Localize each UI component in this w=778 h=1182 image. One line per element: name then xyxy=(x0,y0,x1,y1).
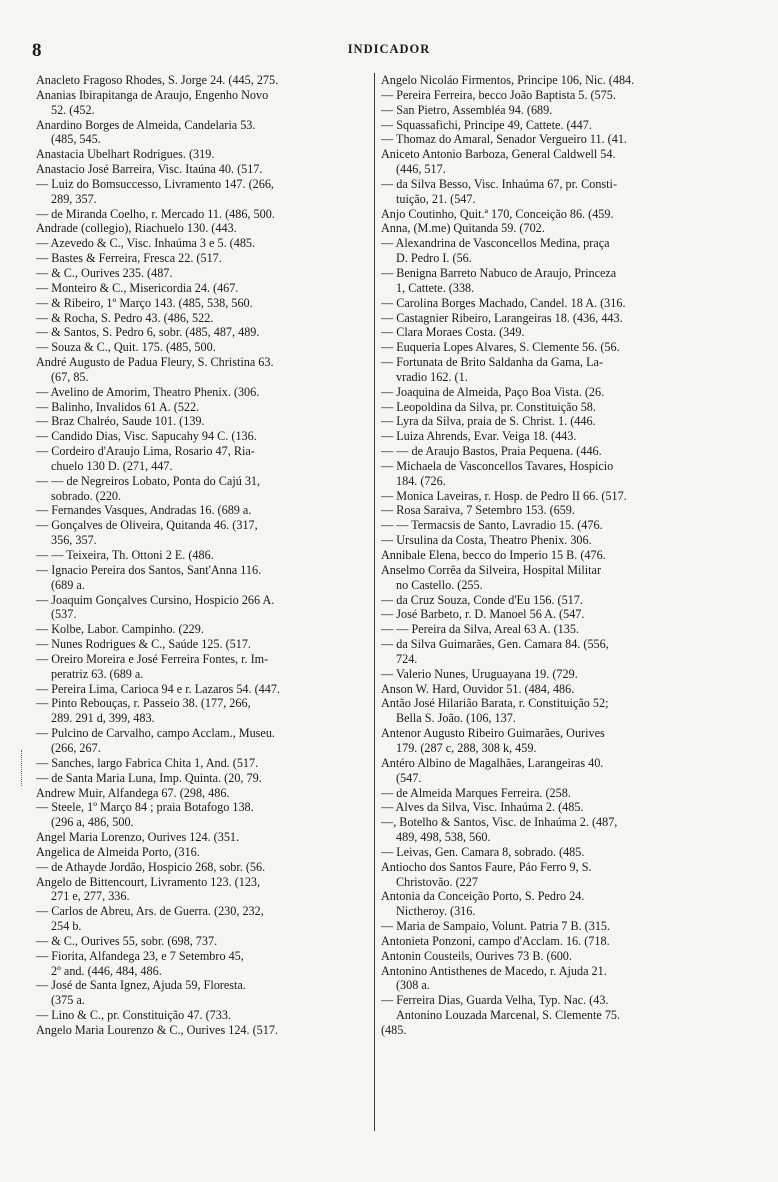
column-divider xyxy=(374,73,375,1131)
left-column xyxy=(36,73,370,1038)
directory-entry: — da Silva Besso, Visc. Inhaúma 67, pr. Consti- xyxy=(381,176,618,191)
entry-continuation: 1, Cattete. (338. xyxy=(396,280,475,295)
directory-entry: — de Almeida Marques Ferreira. (258. xyxy=(381,785,571,800)
directory-entry: — José de Santa Ignez, Ajuda 59, Floresta. xyxy=(36,978,246,993)
entry-continuation: Christovão. (227 xyxy=(396,874,478,889)
directory-entry: — Thomaz do Amaral, Senador Vergueiro 11. (41. xyxy=(381,132,627,147)
entry-continuation: no Castello. (255. xyxy=(396,577,483,592)
directory-entry: — San Pietro, Assembléa 94. (689. xyxy=(381,102,553,117)
directory-entry: — Bastes & Ferreira, Fresca 22. (517. xyxy=(36,251,222,266)
directory-entry: — Squassafichi, Principe 49, Cattete. (447. xyxy=(381,117,592,132)
directory-entry: — de Santa Maria Luna, Imp. Quinta. (20, 79. xyxy=(36,770,262,785)
directory-entry: — & Rocha, S. Pedro 43. (486, 522. xyxy=(36,310,214,325)
directory-entry: — — Pereira da Silva, Areal 63 A. (135. xyxy=(381,622,580,637)
directory-entry: — Lyra da Silva, praia de S. Christ. 1. (446. xyxy=(381,414,596,429)
directory-entry: — Carolina Borges Machado, Candel. 18 A. (316. xyxy=(381,295,626,310)
directory-entry: — Braz Chalréo, Saude 101. (139. xyxy=(36,414,205,429)
directory-entry: Antão José Hilarião Barata, r. Constituição 52; xyxy=(381,696,609,711)
directory-entry: — Nunes Rodrigues & C., Saúde 125. (517. xyxy=(36,637,251,652)
directory-entry: — Pereira Ferreira, becco João Baptista 5. (575. xyxy=(381,87,616,102)
directory-entry: — — de Araujo Bastos, Praia Pequena. (446. xyxy=(381,444,602,459)
page-header xyxy=(0,40,778,62)
directory-entry: Aniceto Antonio Barboza, General Caldwell 54. xyxy=(381,147,616,162)
page-number: 8 xyxy=(32,40,42,61)
directory-entry: Angelo de Bittencourt, Livramento 123. (123, xyxy=(36,874,261,889)
entry-continuation: Bella S. João. (106, 137. xyxy=(396,711,516,726)
directory-entry: — Leivas, Gen. Camara 8, sobrado. (485. xyxy=(381,844,585,859)
directory-entry: — Euqueria Lopes Alvares, S. Clemente 56. (56. xyxy=(381,340,620,355)
entry-continuation: 254 b. xyxy=(51,919,82,934)
directory-entry: Antenor Augusto Ribeiro Guimarães, Ourives xyxy=(381,726,605,741)
directory-entry: — Sanches, largo Fabrica Chita 1, And. (517. xyxy=(36,755,259,770)
entry-continuation: (547. xyxy=(396,770,422,785)
directory-entry: Antonia da Conceição Porto, S. Pedro 24. xyxy=(381,889,585,904)
directory-entry: — Pulcino de Carvalho, campo Acclam., Museu. xyxy=(36,726,275,741)
directory-entry: — Balinho, Invalidos 61 A. (522. xyxy=(36,399,200,414)
entry-continuation: peratriz 63. (689 a. xyxy=(51,666,144,681)
directory-entry: — José Barbeto, r. D. Manoel 56 A. (547. xyxy=(381,607,585,622)
directory-entry: Anjo Coutinho, Quit.ª 170, Conceição 86. (459. xyxy=(381,206,614,221)
directory-entry: — Ferreira Dias, Guarda Velha, Typ. Nac. (43. xyxy=(381,993,609,1008)
entry-continuation: 52. (452. xyxy=(51,102,95,117)
directory-entry: — Luiz do Bomsuccesso, Livramento 147. (266, xyxy=(36,176,274,191)
directory-entry: Anacleto Fragoso Rhodes, S. Jorge 24. (445, 275. xyxy=(36,73,279,87)
directory-entry: — Rosa Saraiva, 7 Setembro 153. (659. xyxy=(381,503,575,518)
entry-continuation: Nictheroy. (316. xyxy=(396,904,476,919)
directory-entry: Anastacia Ubelhart Rodrigues. (319. xyxy=(36,147,215,162)
directory-entry: — & Ribeiro, 1º Março 143. (485, 538, 560. xyxy=(36,295,253,310)
directory-entry: Anastacio José Barreira, Visc. Itaúna 40. (517. xyxy=(36,162,263,177)
directory-entry: — Kolbe, Labor. Campinho. (229. xyxy=(36,622,204,637)
directory-entry: — Avelino de Amorim, Theatro Phenix. (306. xyxy=(36,384,260,399)
entry-continuation: (67, 85. xyxy=(51,369,89,384)
directory-entry: Angelo Nicoláo Firmentos, Principe 106, Nic. (484. xyxy=(381,73,635,87)
directory-entry: — Ignacio Pereira dos Santos, Sant'Anna 116. xyxy=(36,562,262,577)
entry-continuation: 271 e, 277, 336. xyxy=(51,889,130,904)
directory-entry: Antonino Antisthenes de Macedo, r. Ajuda 21. xyxy=(381,963,607,978)
entry-continuation: 724. xyxy=(396,651,418,666)
directory-entry: —, Botelho & Santos, Visc. de Inhaúma 2. (487, xyxy=(381,815,618,830)
directory-entry: — de Miranda Coelho, r. Mercado 11. (486, 500. xyxy=(36,206,275,221)
directory-entry: Andrade (collegio), Riachuelo 130. (443. xyxy=(36,221,237,236)
directory-entry: Angelo Maria Lourenzo & C., Ourives 124. (517. xyxy=(36,1023,279,1037)
entry-continuation: (485, 545. xyxy=(51,132,101,147)
directory-entry: — Pereira Lima, Carioca 94 e r. Lazaros 54. (447. xyxy=(36,681,280,696)
directory-entry: — Candido Dias, Visc. Sapucahy 94 C. (136. xyxy=(36,429,257,444)
directory-entry: Angelica de Almeida Porto, (316. xyxy=(36,844,200,859)
directory-entry: — — Teixeira, Th. Ottoni 2 E. (486. xyxy=(36,548,214,562)
directory-entry: — Alves da Silva, Visc. Inhaúma 2. (485. xyxy=(381,800,584,815)
directory-entry: — Fernandes Vasques, Andradas 16. (689 a. xyxy=(36,503,252,518)
directory-entry: — Fortunata de Brito Saldanha da Gama, La- xyxy=(381,355,604,370)
directory-entry: Anselmo Corrêa da Silveira, Hospital Militar xyxy=(381,562,602,577)
directory-entry: — Monica Laveiras, r. Hosp. de Pedro II 66. (517. xyxy=(381,488,627,503)
directory-entry: Ananias Ibirapitanga de Araujo, Engenho Novo xyxy=(36,87,269,102)
directory-entry: — Gonçalves de Oliveira, Quitanda 46. (317, xyxy=(36,518,258,533)
directory-entry: — & C., Ourives 55, sobr. (698, 737. xyxy=(36,933,218,948)
directory-entry: — Fiorita, Alfandega 23, e 7 Setembro 45, xyxy=(36,948,244,963)
directory-entry: — Castagnier Ribeiro, Larangeiras 18. (436, 443. xyxy=(381,310,623,325)
directory-entry: — Joaquina de Almeida, Paço Boa Vista. (26. xyxy=(381,384,605,399)
directory-entry: — Carlos de Abreu, Ars. de Guerra. (230, 232, xyxy=(36,904,264,919)
entry-continuation: (689 a. xyxy=(51,577,85,592)
directory-entry: — Lino & C., pr. Constituição 47. (733. xyxy=(36,1008,231,1023)
directory-entry: — Michaela de Vasconcellos Tavares, Hospicio xyxy=(381,458,614,473)
directory-entry: — da Silva Guimarães, Gen. Camara 84. (556, xyxy=(381,637,609,652)
directory-entry: — & C., Ourives 235. (487. xyxy=(36,265,173,280)
directory-entry: André Augusto de Padua Fleury, S. Christina 63. xyxy=(36,355,274,370)
running-title: INDICADOR xyxy=(347,42,431,56)
directory-entry: Anardino Borges de Almeida, Candelaria 53. xyxy=(36,117,256,132)
entry-continuation: (266, 267. xyxy=(51,740,101,755)
entry-continuation: (308 a. xyxy=(396,978,430,993)
directory-entry: — Leopoldina da Silva, pr. Constituição 58. xyxy=(381,399,596,414)
directory-entry: — Benigna Barreto Nabuco de Araujo, Princeza xyxy=(381,265,617,280)
entry-continuation: chuelo 130 D. (271, 447. xyxy=(51,458,173,473)
entry-continuation: 356, 357. xyxy=(51,533,97,548)
directory-entry: Andrew Muir, Alfandega 67. (298, 486. xyxy=(36,785,230,800)
directory-entry: Antiocho dos Santos Faure, Páo Ferro 9, S. xyxy=(381,859,592,874)
directory-entry: — & Santos, S. Pedro 6, sobr. (485, 487, 489. xyxy=(36,325,260,340)
entry-continuation: Antonino Louzada Marcenal, S. Clemente 75. xyxy=(396,1008,621,1023)
entry-continuation: 489, 498, 538, 560. xyxy=(396,830,491,845)
entry-continuation: (296 a, 486, 500. xyxy=(51,815,134,830)
directory-entry: — — Termacsis de Santo, Lavradio 15. (476. xyxy=(381,518,603,533)
entry-continuation: tuição, 21. (547. xyxy=(396,191,476,206)
entry-continuation: (446, 517. xyxy=(396,162,446,177)
entry-continuation: 2º and. (446, 484, 486. xyxy=(51,963,162,978)
directory-entry: Antonieta Ponzoni, campo d'Acclam. 16. (718. xyxy=(381,933,610,948)
directory-entry: Anson W. Hard, Ouvidor 51. (484, 486. xyxy=(381,681,575,696)
directory-entry: — Ursulina da Costa, Theatro Phenix. 306. xyxy=(381,533,592,548)
directory-entry: — Oreiro Moreira e José Ferreira Fontes, r. Im- xyxy=(36,651,269,666)
directory-entry: — Cordeiro d'Araujo Lima, Rosario 47, Ria- xyxy=(36,444,255,459)
entry-continuation: 184. (726. xyxy=(396,473,446,488)
entry-continuation: (537. xyxy=(51,607,77,622)
directory-entry: — Azevedo & C., Visc. Inhaúma 3 e 5. (485. xyxy=(36,236,256,251)
directory-entry: (485. xyxy=(381,1023,407,1037)
directory-entry: — Alexandrina de Vasconcellos Medina, praça xyxy=(381,236,610,251)
directory-entry: — Souza & C., Quit. 175. (485, 500. xyxy=(36,340,216,355)
directory-entry: Anna, (M.me) Quitanda 59. (702. xyxy=(381,221,545,236)
directory-entry: — Monteiro & C., Misericordia 24. (467. xyxy=(36,280,239,295)
directory-entry: — Maria de Sampaio, Volunt. Patria 7 B. (315. xyxy=(381,919,611,934)
binding-mark xyxy=(21,750,24,786)
entry-continuation: 289. 291 d, 399, 483. xyxy=(51,711,155,726)
directory-entry: — da Cruz Souza, Conde d'Eu 156. (517. xyxy=(381,592,583,607)
entry-continuation: D. Pedro I. (56. xyxy=(396,251,472,266)
directory-entry: Angel Maria Lorenzo, Ourives 124. (351. xyxy=(36,830,240,845)
directory-entry: — Valerio Nunes, Uruguayana 19. (729. xyxy=(381,666,578,681)
directory-entry: Antéro Albino de Magalhães, Larangeiras 40. xyxy=(381,755,604,770)
directory-entry: — Pinto Rebouças, r. Passeio 38. (177, 266, xyxy=(36,696,251,711)
directory-entry: Antonin Cousteils, Ourives 73 B. (600. xyxy=(381,948,572,963)
directory-entry: — Steele, 1º Março 84 ; praia Botafogo 138. xyxy=(36,800,254,815)
directory-entry: — — de Negreiros Lobato, Ponta do Cajú 31, xyxy=(36,473,261,488)
right-column xyxy=(381,73,739,1038)
entry-continuation: (375 a. xyxy=(51,993,85,1008)
entry-continuation: 179. (287 c, 288, 308 k, 459. xyxy=(396,740,537,755)
entry-continuation: 289, 357. xyxy=(51,191,97,206)
entry-continuation: vradio 162. (1. xyxy=(396,369,468,384)
directory-entry: — Luiza Ahrends, Evar. Veiga 18. (443. xyxy=(381,429,577,444)
directory-entry: — Joaquim Gonçalves Cursino, Hospicio 266 A. xyxy=(36,592,275,607)
directory-entry: — de Athayde Jordão, Hospicio 268, sobr. (56. xyxy=(36,859,266,874)
directory-entry: — Clara Moraes Costa. (349. xyxy=(381,325,525,340)
entry-continuation: sobrado. (220. xyxy=(51,488,122,503)
directory-entry: Annibale Elena, becco do Imperio 15 B. (476. xyxy=(381,548,606,562)
